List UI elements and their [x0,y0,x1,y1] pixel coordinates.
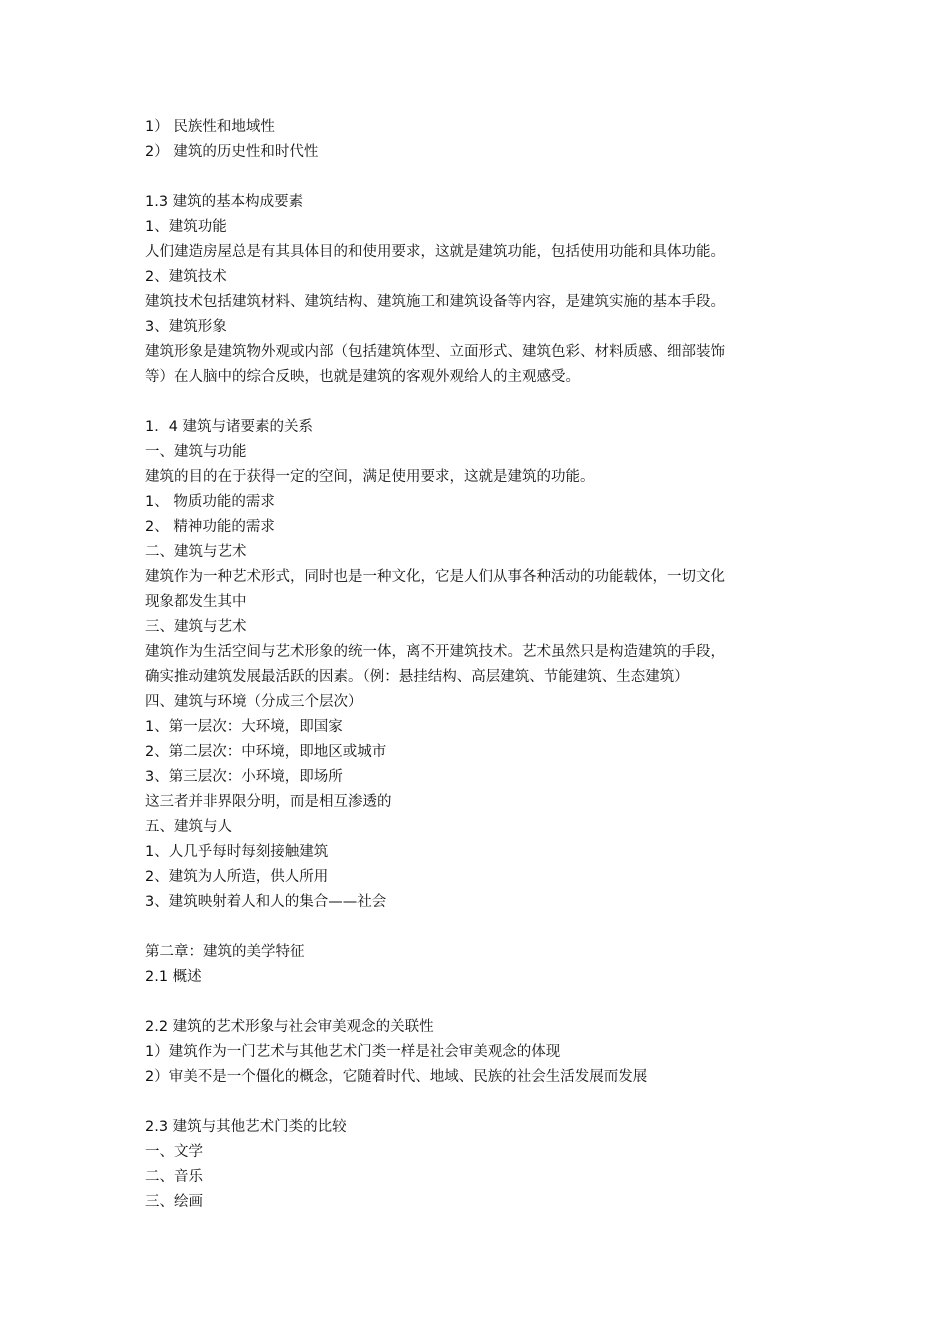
text-line: 2.2 建筑的艺术形象与社会审美观念的关联性 [145,1019,434,1035]
text-line: 建筑技术包括建筑材料、建筑结构、建筑施工和建筑设备等内容，是建筑实施的基本手段。 [145,294,725,310]
text-line: 2、建筑技术 [145,269,227,285]
text-line: 2.3 建筑与其他艺术门类的比较 [145,1119,347,1135]
text-line: 一、建筑与功能 [145,444,247,460]
text-line: 等）在人脑中的综合反映，也就是建筑的客观外观给人的主观感受。 [145,369,580,385]
text-line: 2、建筑为人所造，供人所用 [145,869,329,885]
text-line: 1） 民族性和地域性 [145,119,275,135]
text-line: 2、 精神功能的需求 [145,519,275,535]
blank-line [145,915,815,940]
text-line: 建筑的目的在于获得一定的空间，满足使用要求，这就是建筑的功能。 [145,469,595,485]
text-line: 1.3 建筑的基本构成要素 [145,194,304,210]
text-line: 1、建筑功能 [145,219,227,235]
text-line: 3、第三层次：小环境，即场所 [145,769,343,785]
text-line: 二、音乐 [145,1169,203,1185]
text-line: 这三者并非界限分明，而是相互渗透的 [145,794,392,810]
text-line: 人们建造房屋总是有其具体目的和使用要求，这就是建筑功能，包括使用功能和具体功能。 [145,244,725,260]
text-line: 2）审美不是一个僵化的概念，它随着时代、地域、民族的社会生活发展而发展 [145,1069,648,1085]
text-line: 一、文学 [145,1144,203,1160]
text-line: 三、建筑与艺术 [145,619,247,635]
blank-line [145,165,815,190]
text-line: 1．4 建筑与诸要素的关系 [145,419,314,435]
text-line: 2、第二层次：中环境，即地区或城市 [145,744,387,760]
text-line: 四、建筑与环境（分成三个层次） [145,694,363,710]
text-line: 1、人几乎每时每刻接触建筑 [145,844,329,860]
text-line: 1、第一层次：大环境，即国家 [145,719,343,735]
blank-line [145,990,815,1015]
text-line: 三、绘画 [145,1194,203,1210]
text-line: 1）建筑作为一门艺术与其他艺术门类一样是社会审美观念的体现 [145,1044,561,1060]
document-body [145,115,815,1215]
text-line: 建筑形象是建筑物外观或内部（包括建筑体型、立面形式、建筑色彩、材料质感、细部装饰 [145,344,725,360]
text-line: 二、建筑与艺术 [145,544,247,560]
text-line: 2） 建筑的历史性和时代性 [145,144,319,160]
text-line: 现象都发生其中 [145,594,247,610]
text-line: 建筑作为一种艺术形式，同时也是一种文化，它是人们从事各种活动的功能载体，一切文化 [145,569,725,585]
text-line: 第二章：建筑的美学特征 [145,944,305,960]
text-line: 3、建筑映射着人和人的集合——社会 [145,894,387,910]
text-line: 五、建筑与人 [145,819,232,835]
text-line: 3、建筑形象 [145,319,227,335]
blank-line [145,1090,815,1115]
text-line: 建筑作为生活空间与艺术形象的统一体，离不开建筑技术。艺术虽然只是构造建筑的手段， [145,644,725,660]
text-line: 1、 物质功能的需求 [145,494,275,510]
blank-line [145,390,815,415]
text-line: 2.1 概述 [145,969,202,985]
text-line: 确实推动建筑发展最活跃的因素。（例：悬挂结构、高层建筑、节能建筑、生态建筑） [145,669,689,685]
